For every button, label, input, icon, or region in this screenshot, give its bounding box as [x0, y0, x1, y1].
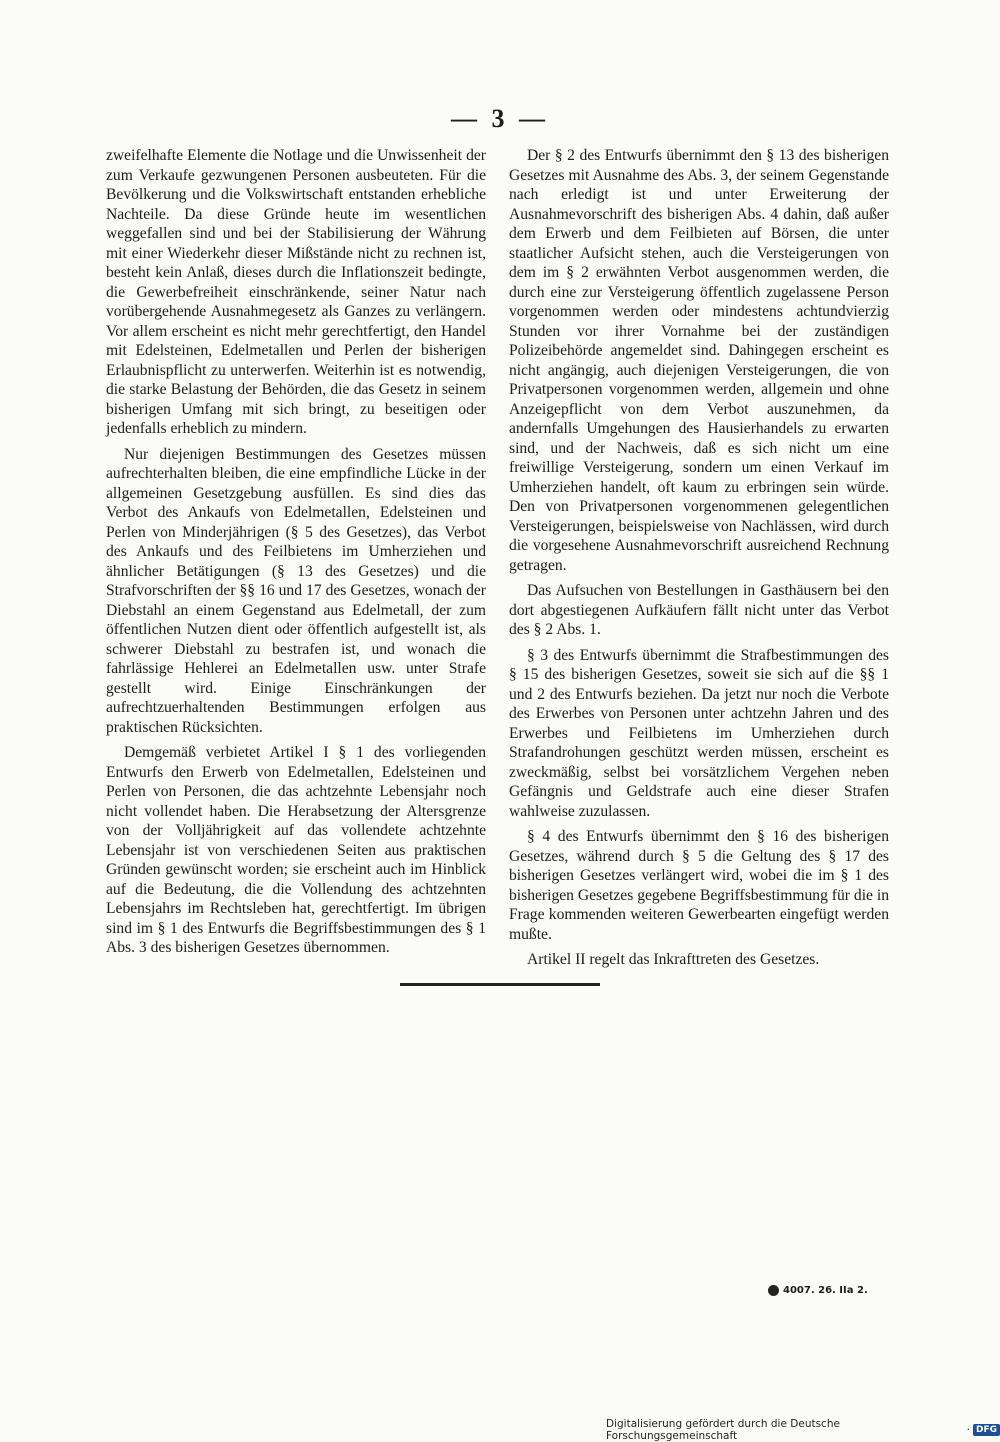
paragraph: Nur diejenigen Bestimmungen des Gesetzes müssen aufrechterhalten bleiben, die eine empfindliche Lücke in der allgemeinen Gesetzgebung ausfüllen. Es sind dies das Verbot des Ankaufs von Edelmetallen, Edelsteinen und Perlen von Minderjährigen (§ 5 des Gesetzes), das Verbot des Ankaufs und des Feilbietens im Umherziehen und ähnlicher Betätigungen (§ 13 des Gesetzes) und die Strafvorschriften der §§ 16 und 17 des Gesetzes, wonach der Diebstahl an einem Gegenstand aus Edelmetall, der zum öffentlichen Nutzen dient oder öffentlich aufgestellt ist, als schwerer Diebstahl zu bestrafen ist, und wonach die fahrlässige Hehlerei an Edelmetallen usw. unter Strafe gestellt wird. Einige Einschränkungen der aufrechtzuerhaltenden Bestimmungen erfolgen aus praktischen Rücksichten. — [106, 445, 486, 736]
printer-seal-icon — [768, 1285, 779, 1296]
print-code-text: 4007. 26. IIa 2. — [783, 1285, 868, 1296]
footer-separator: · — [966, 1424, 970, 1436]
right-column — [509, 146, 889, 970]
paragraph: Der § 2 des Entwurfs übernimmt den § 13 des bisherigen Gesetzes mit Ausnahme des Abs. 3, der seinem Gegenstande nach erledigt ist und unter Erweiterung der Ausnahmevorschrift des bisherigen Abs. 4 dahin, daß außer dem Erwerb und dem Feilbieten auf Börsen, die unter staatlicher Aufsicht stehen, auch die Versteigerungen von dem im § 2 erwähnten Verbot ausgenommen werden, die durch eine zur Versteigerung öffentlich zugelassene Person vorgenommen werden oder mindestens achtundvierzig Stunden vor ihrer Vornahme bei der zuständigen Polizeibehörde angemeldet sind. Dahingegen erscheint es nicht angängig, auch diejenigen Versteigerungen, die von Privatpersonen vorgenommen werden, allgemein und ohne Anzeigepflicht von dem Verbot auszunehmen, da andernfalls Umgehungen des Hausierhandels zu erwarten sind, und der Nachweis, daß es sich nicht um eine freiwillige Versteigerung, sondern um einen Verkauf im Umherziehen handelt, oft kaum zu erbringen sein würde. Den von Privatpersonen vorgenommenen gelegentlichen Versteigerungen, beispielsweise von Nachlässen, wird durch die vorgesehene Ausnahmevorschrift ausreichend Rechnung getragen. — [509, 147, 889, 574]
page-number: — 3 — — [451, 104, 549, 133]
section-divider — [400, 983, 600, 986]
dfg-logo-icon: DFG — [973, 1424, 1000, 1436]
paragraph: § 3 des Entwurfs übernimmt die Strafbestimmungen des § 15 des bisherigen Gesetzes, soweit sie sich auf die §§ 1 und 2 des Entwurfs beziehen. Da jetzt nur noch die Verbote des Erwerbes von Personen unter achtzehn Jahren und des Erwerbes und Feilbietens im Umherziehen durch Strafandrohungen geschützt werden müssen, erscheint es zweckmäßig, selbst bei vorsätzlichem Vergehen neben Gefängnis und Geldstrafe auch eine dieser Strafen wahlweise zuzulassen. — [509, 646, 889, 820]
footer-text: Digitalisierung gefördert durch die Deutsche Forschungsgemeinschaft — [606, 1418, 840, 1442]
paragraph: Das Aufsuchen von Bestellungen in Gasthäusern bei den dort abgestiegenen Aufkäufern fällt nicht unter das Verbot des § 2 Abs. 1. — [509, 582, 889, 638]
digitization-footer — [606, 1418, 1000, 1442]
left-column — [106, 146, 486, 958]
paragraph: Artikel II regelt das Inkrafttreten des Gesetzes. — [527, 951, 820, 968]
paragraph: Demgemäß verbietet Artikel I § 1 des vorliegenden Entwurfs den Erwerb von Edelmetallen, Edelsteinen und Perlen von Personen, die das achtzehnte Lebensjahr noch nicht vollendet haben. Die Herabsetzung der Altersgrenze von der Volljährigkeit auf das vollendete achtzehnte Lebensjahr ist von verschiedenen Seiten aus praktischen Gründen gewünscht worden; sie erscheint auch im Hinblick auf die Bedeutung, die die Vollendung des achtzehnten Lebensjahrs im Rechtsleben hat, gerechtfertigt. Im übrigen sind im § 1 des Entwurfs die Begriffsbestimmungen des § 1 Abs. 3 des bisherigen Gesetzes übernommen. — [106, 744, 486, 956]
print-code — [768, 1285, 868, 1296]
paragraph: zweifelhafte Elemente die Notlage und die Unwissenheit der zum Verkaufe gezwungenen Personen ausbeuteten. Für die Bevölkerung und die Volkswirtschaft entstanden erhebliche Nachteile. Da diese Gründe heute im wesentlichen weggefallen sind und bei der Stabilisierung der Währung mit einer Wiederkehr dieser Mißstände nicht zu rechnen ist, besteht kein Anlaß, dieses durch die Inflationszeit bedingte, die Gewerbefreiheit einschränkende, seiner Natur nach vorübergehende Ausnahmegesetz als Ganzes zu verlängern. Vor allem erscheint es nicht mehr gerechtfertigt, den Handel mit Edelsteinen, Edelmetallen und Perlen der bisherigen Erlaubnispflicht zu unterwerfen. Weiterhin ist es notwendig, die starke Belastung der Behörden, die das Gesetz in seinem bisherigen Umfang mit sich bringt, zu beseitigen oder jedenfalls erheblich zu mindern. — [106, 147, 486, 437]
paragraph: § 4 des Entwurfs übernimmt den § 16 des bisherigen Gesetzes, während durch § 5 die Geltung des § 17 des bisherigen Gesetzes verlängert wird, wobei die im § 1 des bisherigen Gesetzes gegebene Begriffsbestimmung für die in Frage kommenden weiteren Gewerbearten eingefügt werden mußte. — [509, 828, 889, 943]
